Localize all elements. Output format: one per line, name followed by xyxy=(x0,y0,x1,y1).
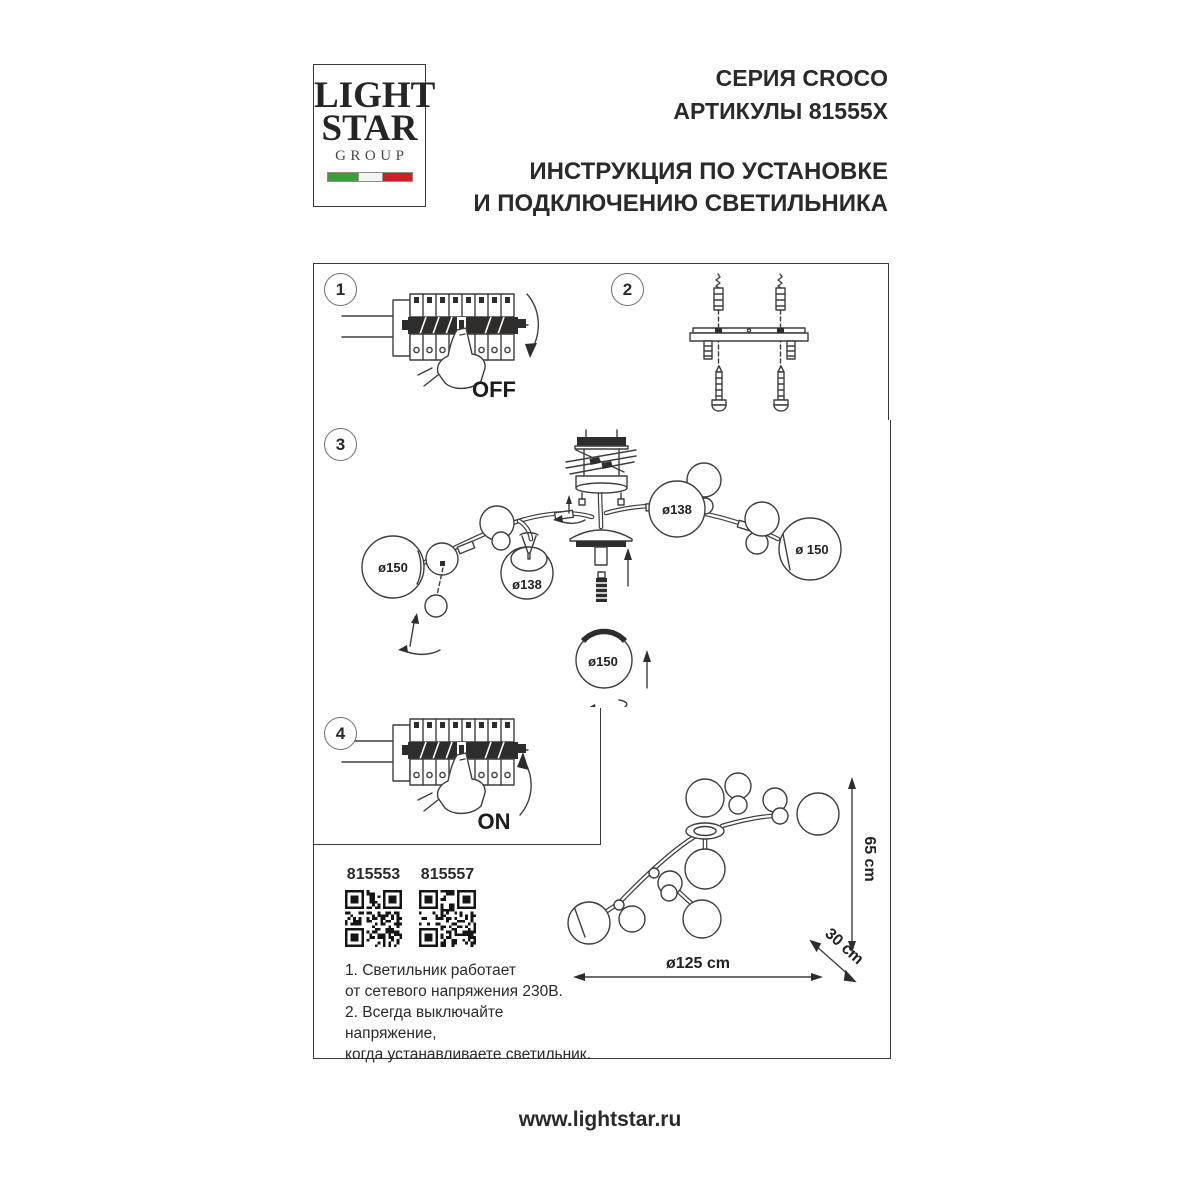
website-url: www.lightstar.ru xyxy=(518,1108,682,1131)
diameter-dimension-label: ø125 cm xyxy=(665,955,731,972)
mounting-bar xyxy=(690,328,808,359)
fixture-spheres xyxy=(568,773,839,944)
header-text xyxy=(473,62,888,220)
qr-item-815553 xyxy=(345,866,402,947)
logo-word-light: LIGHT xyxy=(314,75,436,116)
step4-number: 4 xyxy=(324,717,357,750)
italian-flag xyxy=(327,172,413,182)
qr-section xyxy=(345,866,476,947)
flag-green xyxy=(328,173,358,181)
qr-item-815557 xyxy=(419,866,476,947)
step3-number: 3 xyxy=(324,428,357,461)
rotate-down-arrow xyxy=(525,294,538,358)
note-line: от сетевого напряжения 230В. xyxy=(345,983,563,1000)
depth-dimension-label: 30 cm xyxy=(821,925,867,969)
note-line: когда устанавливаете светильник. xyxy=(345,1046,591,1063)
sphere-label-mid-138: ø138 xyxy=(512,577,542,592)
on-label: ON xyxy=(477,809,511,834)
alignment-dashed-lines xyxy=(719,310,781,374)
off-label: OFF xyxy=(472,377,516,402)
chandelier-assembly-drawing xyxy=(314,420,888,707)
logo-word-star: STAR xyxy=(321,108,418,149)
article-number: 815553 xyxy=(346,866,401,883)
sphere-label-right-138: ø138 xyxy=(662,502,692,517)
screws xyxy=(712,366,788,411)
instruction-title-line1: ИНСТРУКЦИЯ ПО УСТАНОВКЕ xyxy=(529,158,888,185)
article-number: 815557 xyxy=(420,866,475,883)
qr-code-815557 xyxy=(419,890,476,947)
flag-red xyxy=(383,173,412,181)
step1-number: 1 xyxy=(324,273,357,306)
articles-line: АРТИКУЛЫ 81555X xyxy=(673,98,888,124)
logo-word-group: GROUP xyxy=(335,148,409,164)
flag-white xyxy=(358,173,383,181)
step2-number: 2 xyxy=(611,273,644,306)
sphere-label-far-right-150: ø 150 xyxy=(795,542,829,557)
sphere-label-bottom-150: ø150 xyxy=(588,654,618,669)
wall-anchor xyxy=(714,274,785,310)
height-dimension-label: 65 cm xyxy=(861,836,878,882)
threaded-nipple xyxy=(596,572,607,602)
lightstar-logo xyxy=(313,64,436,207)
sphere-label-left-150: ø150 xyxy=(378,560,408,575)
safety-notes xyxy=(345,960,595,1065)
instruction-title-line2: И ПОДКЛЮЧЕНИЮ СВЕТИЛЬНИКА xyxy=(473,190,888,217)
qr-code-815553 xyxy=(345,890,402,947)
circuit-breaker xyxy=(342,294,528,360)
note-line: 2. Всегда выключайте напряжение, xyxy=(345,1004,504,1042)
note-line: 1. Светильник работает xyxy=(345,962,516,979)
series-title: СЕРИЯ CROCO xyxy=(715,65,888,91)
